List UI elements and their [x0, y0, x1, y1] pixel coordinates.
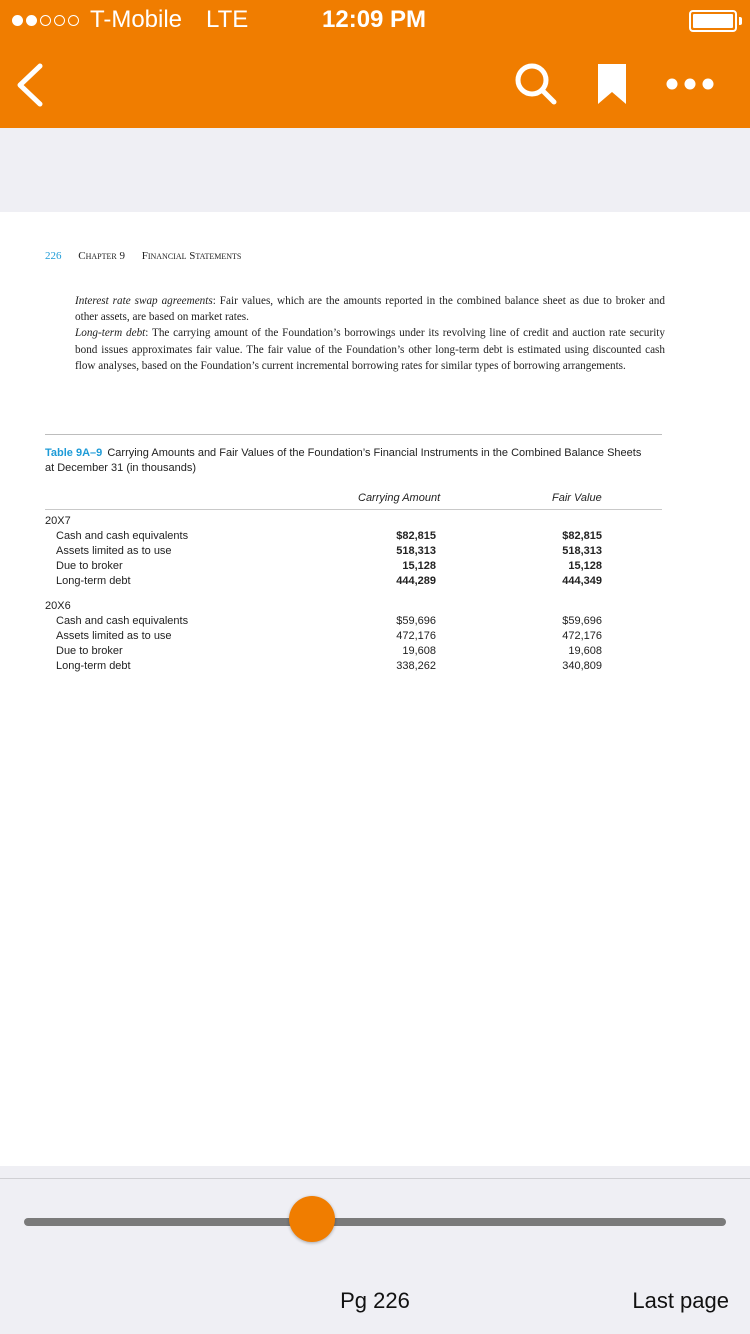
row-label: Assets limited as to use: [56, 545, 172, 557]
more-horizontal-icon: [660, 70, 720, 98]
carrying-amount: 338,262: [396, 660, 436, 672]
note-paragraph: [75, 325, 665, 374]
table-caption: [45, 446, 645, 476]
fair-value: 444,349: [562, 575, 602, 587]
back-button[interactable]: [10, 60, 50, 110]
row-label: Due to broker: [56, 645, 123, 657]
chevron-left-icon: [10, 60, 50, 110]
table-label: Table 9A–9: [45, 447, 103, 459]
status-bar: [0, 0, 750, 40]
row-label: Long-term debt: [56, 660, 131, 672]
row-label: Cash and cash equivalents: [56, 530, 189, 542]
signal-dot: [26, 15, 37, 26]
table-top-rule: [45, 434, 662, 435]
carrying-amount: 518,313: [396, 545, 436, 557]
column-header-carrying: Carrying Amount: [358, 492, 441, 504]
carrier-name: T-Mobile: [90, 6, 183, 33]
table-row: [0, 645, 750, 660]
row-label: Cash and cash equivalents: [56, 615, 189, 627]
status-time: 12:09 PM: [322, 6, 427, 33]
table-row: [0, 545, 750, 560]
page-slider-track[interactable]: [24, 1218, 726, 1226]
page-number: 226: [45, 250, 62, 262]
bookmark-button[interactable]: [596, 62, 628, 106]
carrying-amount: $59,696: [396, 615, 436, 627]
row-label: Long-term debt: [56, 575, 131, 587]
carrying-amount: 472,176: [396, 630, 436, 642]
note-term: Long-term debt: [75, 327, 146, 340]
table-header-rule: [45, 509, 662, 510]
signal-dot: [40, 15, 51, 26]
battery-icon: [689, 10, 737, 32]
column-header-fair: Fair Value: [552, 492, 602, 504]
more-button[interactable]: [660, 70, 720, 98]
carrying-amount: 15,128: [402, 560, 436, 572]
table-row: [0, 530, 750, 545]
note-term: Interest rate swap agreements: [75, 295, 213, 307]
signal-dot: [54, 15, 65, 26]
last-page-button[interactable]: Last page: [632, 1288, 729, 1313]
book-page: [0, 212, 750, 1166]
notes-text: [75, 293, 665, 374]
fair-value: 19,608: [568, 645, 602, 657]
signal-dot: [12, 15, 23, 26]
page-slider-thumb[interactable]: [289, 1196, 335, 1242]
running-head: [45, 250, 241, 262]
fair-value: 518,313: [562, 545, 602, 557]
note-body: : The carrying amount of the Foundation’s borrowings under its revolving line of credit and auction rate security bond issues approximates fair value. The fair value of the Foundation’s other long-term debt is estimated using discounted cash flow analyses, based on the Foundation’s current incremental borrowing rates for similar types of borrowing arrangements.: [75, 327, 666, 372]
fair-value: $59,696: [562, 615, 602, 627]
table-row: [0, 615, 750, 630]
row-label: Assets limited as to use: [56, 630, 172, 642]
current-page-label: Pg 226: [340, 1288, 410, 1313]
search-button[interactable]: [512, 60, 560, 108]
bottom-toolbar: [0, 1166, 750, 1334]
table-caption-text: Carrying Amounts and Fair Values of the Foundation’s Financial Instruments in the Combined Balance Sheets at December 31 (in thousands): [45, 447, 642, 474]
toolbar-divider: [0, 1178, 750, 1179]
network-type: LTE: [206, 6, 249, 33]
year-heading: 20X7: [45, 515, 71, 527]
table-row: [0, 630, 750, 645]
table-row: [0, 660, 750, 675]
top-bar: [0, 0, 750, 128]
chapter-title: Financial Statements: [141, 250, 242, 262]
signal-dot: [68, 15, 79, 26]
note-body: : Fair values, which are the amounts reported in the combined balance sheet as due to broker and other assets, are based on market rates.: [75, 295, 665, 324]
search-icon: [512, 60, 560, 108]
carrying-amount: 19,608: [402, 645, 436, 657]
fair-value: 472,176: [562, 630, 602, 642]
signal-strength-icon: [12, 15, 79, 26]
fair-value: 340,809: [562, 660, 602, 672]
bookmark-icon: [596, 62, 628, 106]
carrying-amount: $82,815: [396, 530, 436, 542]
note-paragraph: [75, 293, 665, 325]
page-gap: [0, 128, 750, 212]
carrying-amount: 444,289: [396, 575, 436, 587]
table-row: [0, 575, 750, 590]
battery-level: [693, 14, 733, 28]
chapter-label: Chapter 9: [78, 250, 125, 262]
battery-tip: [739, 17, 742, 25]
table-row: [0, 560, 750, 575]
fair-value: 15,128: [568, 560, 602, 572]
year-heading: 20X6: [45, 600, 71, 612]
fair-value: $82,815: [562, 530, 602, 542]
row-label: Due to broker: [56, 560, 123, 572]
